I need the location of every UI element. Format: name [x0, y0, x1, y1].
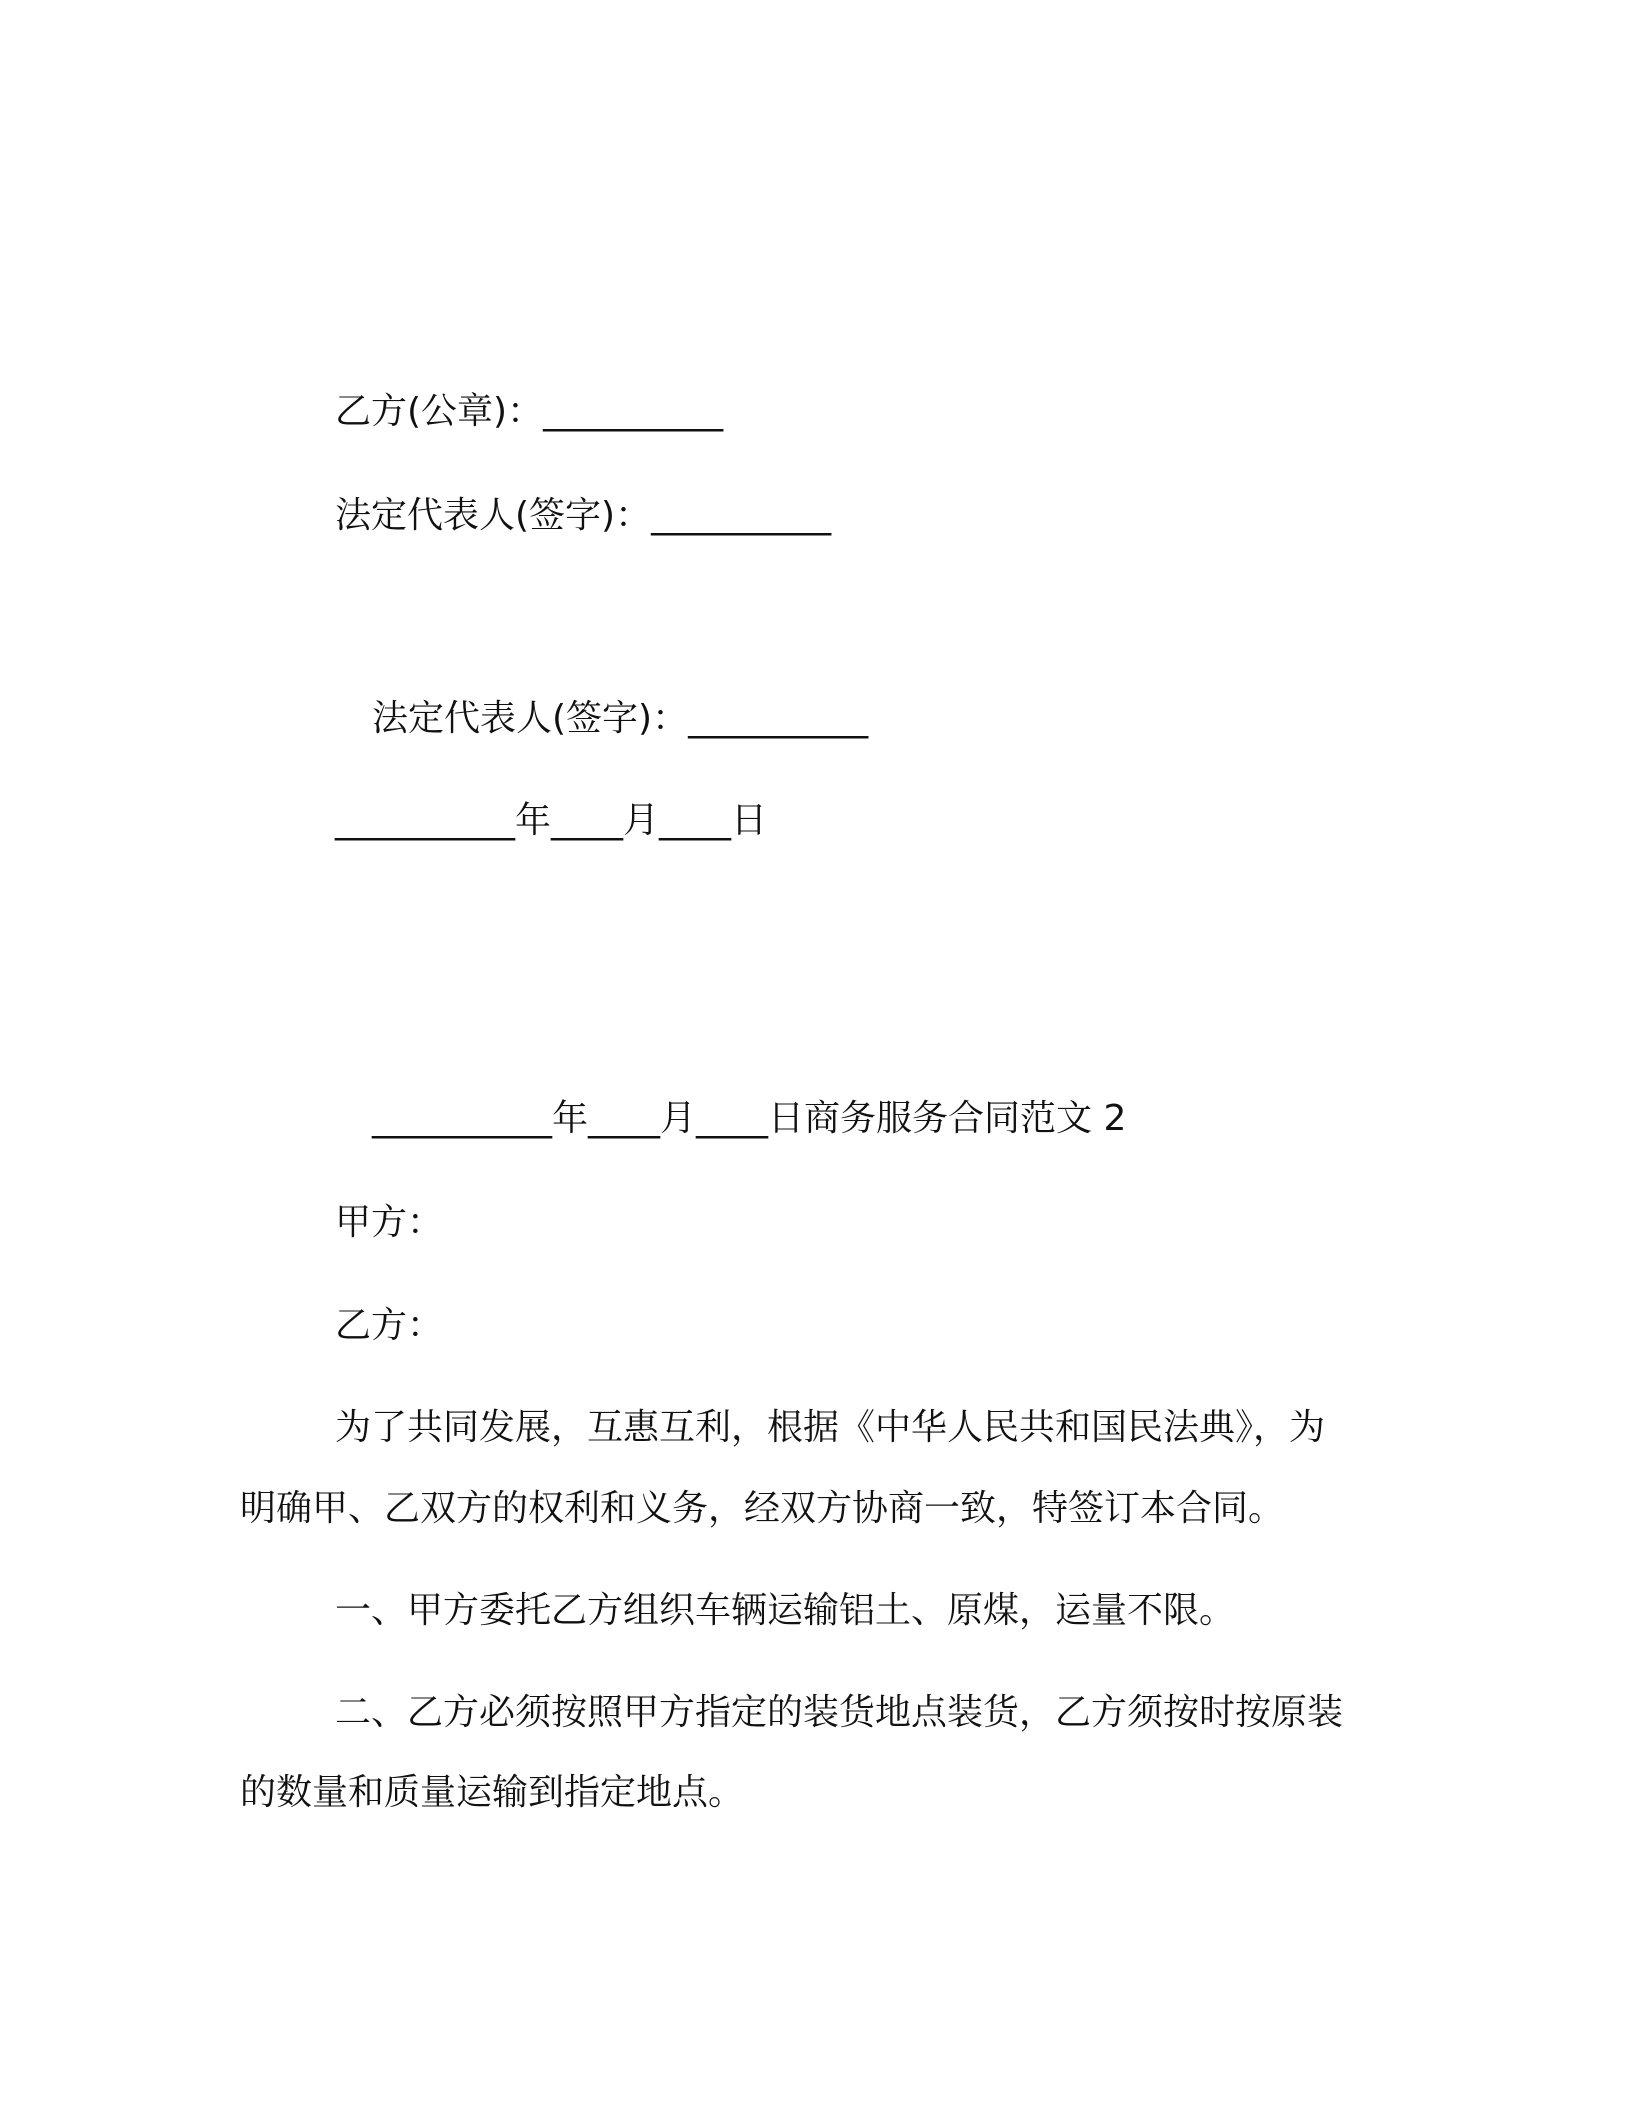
- clause-2-line-2: 的数量和质量运输到指定地点。: [240, 1772, 745, 1813]
- intro-paragraph-line-2: 明确甲、乙双方的权利和义务，经双方协商一致，特签订本合同。: [240, 1488, 1285, 1529]
- party-b-seal-line: 乙方(公章)：__________: [335, 391, 724, 432]
- party-a-label: 甲方：: [335, 1202, 444, 1243]
- party-b-label: 乙方：: [335, 1305, 444, 1346]
- legal-representative-signature-line: 法定代表人(签字)：__________: [335, 495, 832, 536]
- clause-1: 一、甲方委托乙方组织车辆运输铝土、原煤，运量不限。: [335, 1590, 1236, 1631]
- contract-heading: __________年____月____日商务服务合同范文 2: [372, 1098, 1127, 1139]
- clause-2-line-1: 二、乙方必须按照甲方指定的装货地点装货，乙方须按时按原装: [335, 1692, 1344, 1733]
- intro-paragraph-line-1: 为了共同发展，互惠互利，根据《中华人民共和国民法典》，为: [335, 1407, 1326, 1448]
- date-line: __________年____月____日: [335, 800, 767, 841]
- legal-representative-signature-line-2: 法定代表人(签字)：__________: [372, 698, 869, 739]
